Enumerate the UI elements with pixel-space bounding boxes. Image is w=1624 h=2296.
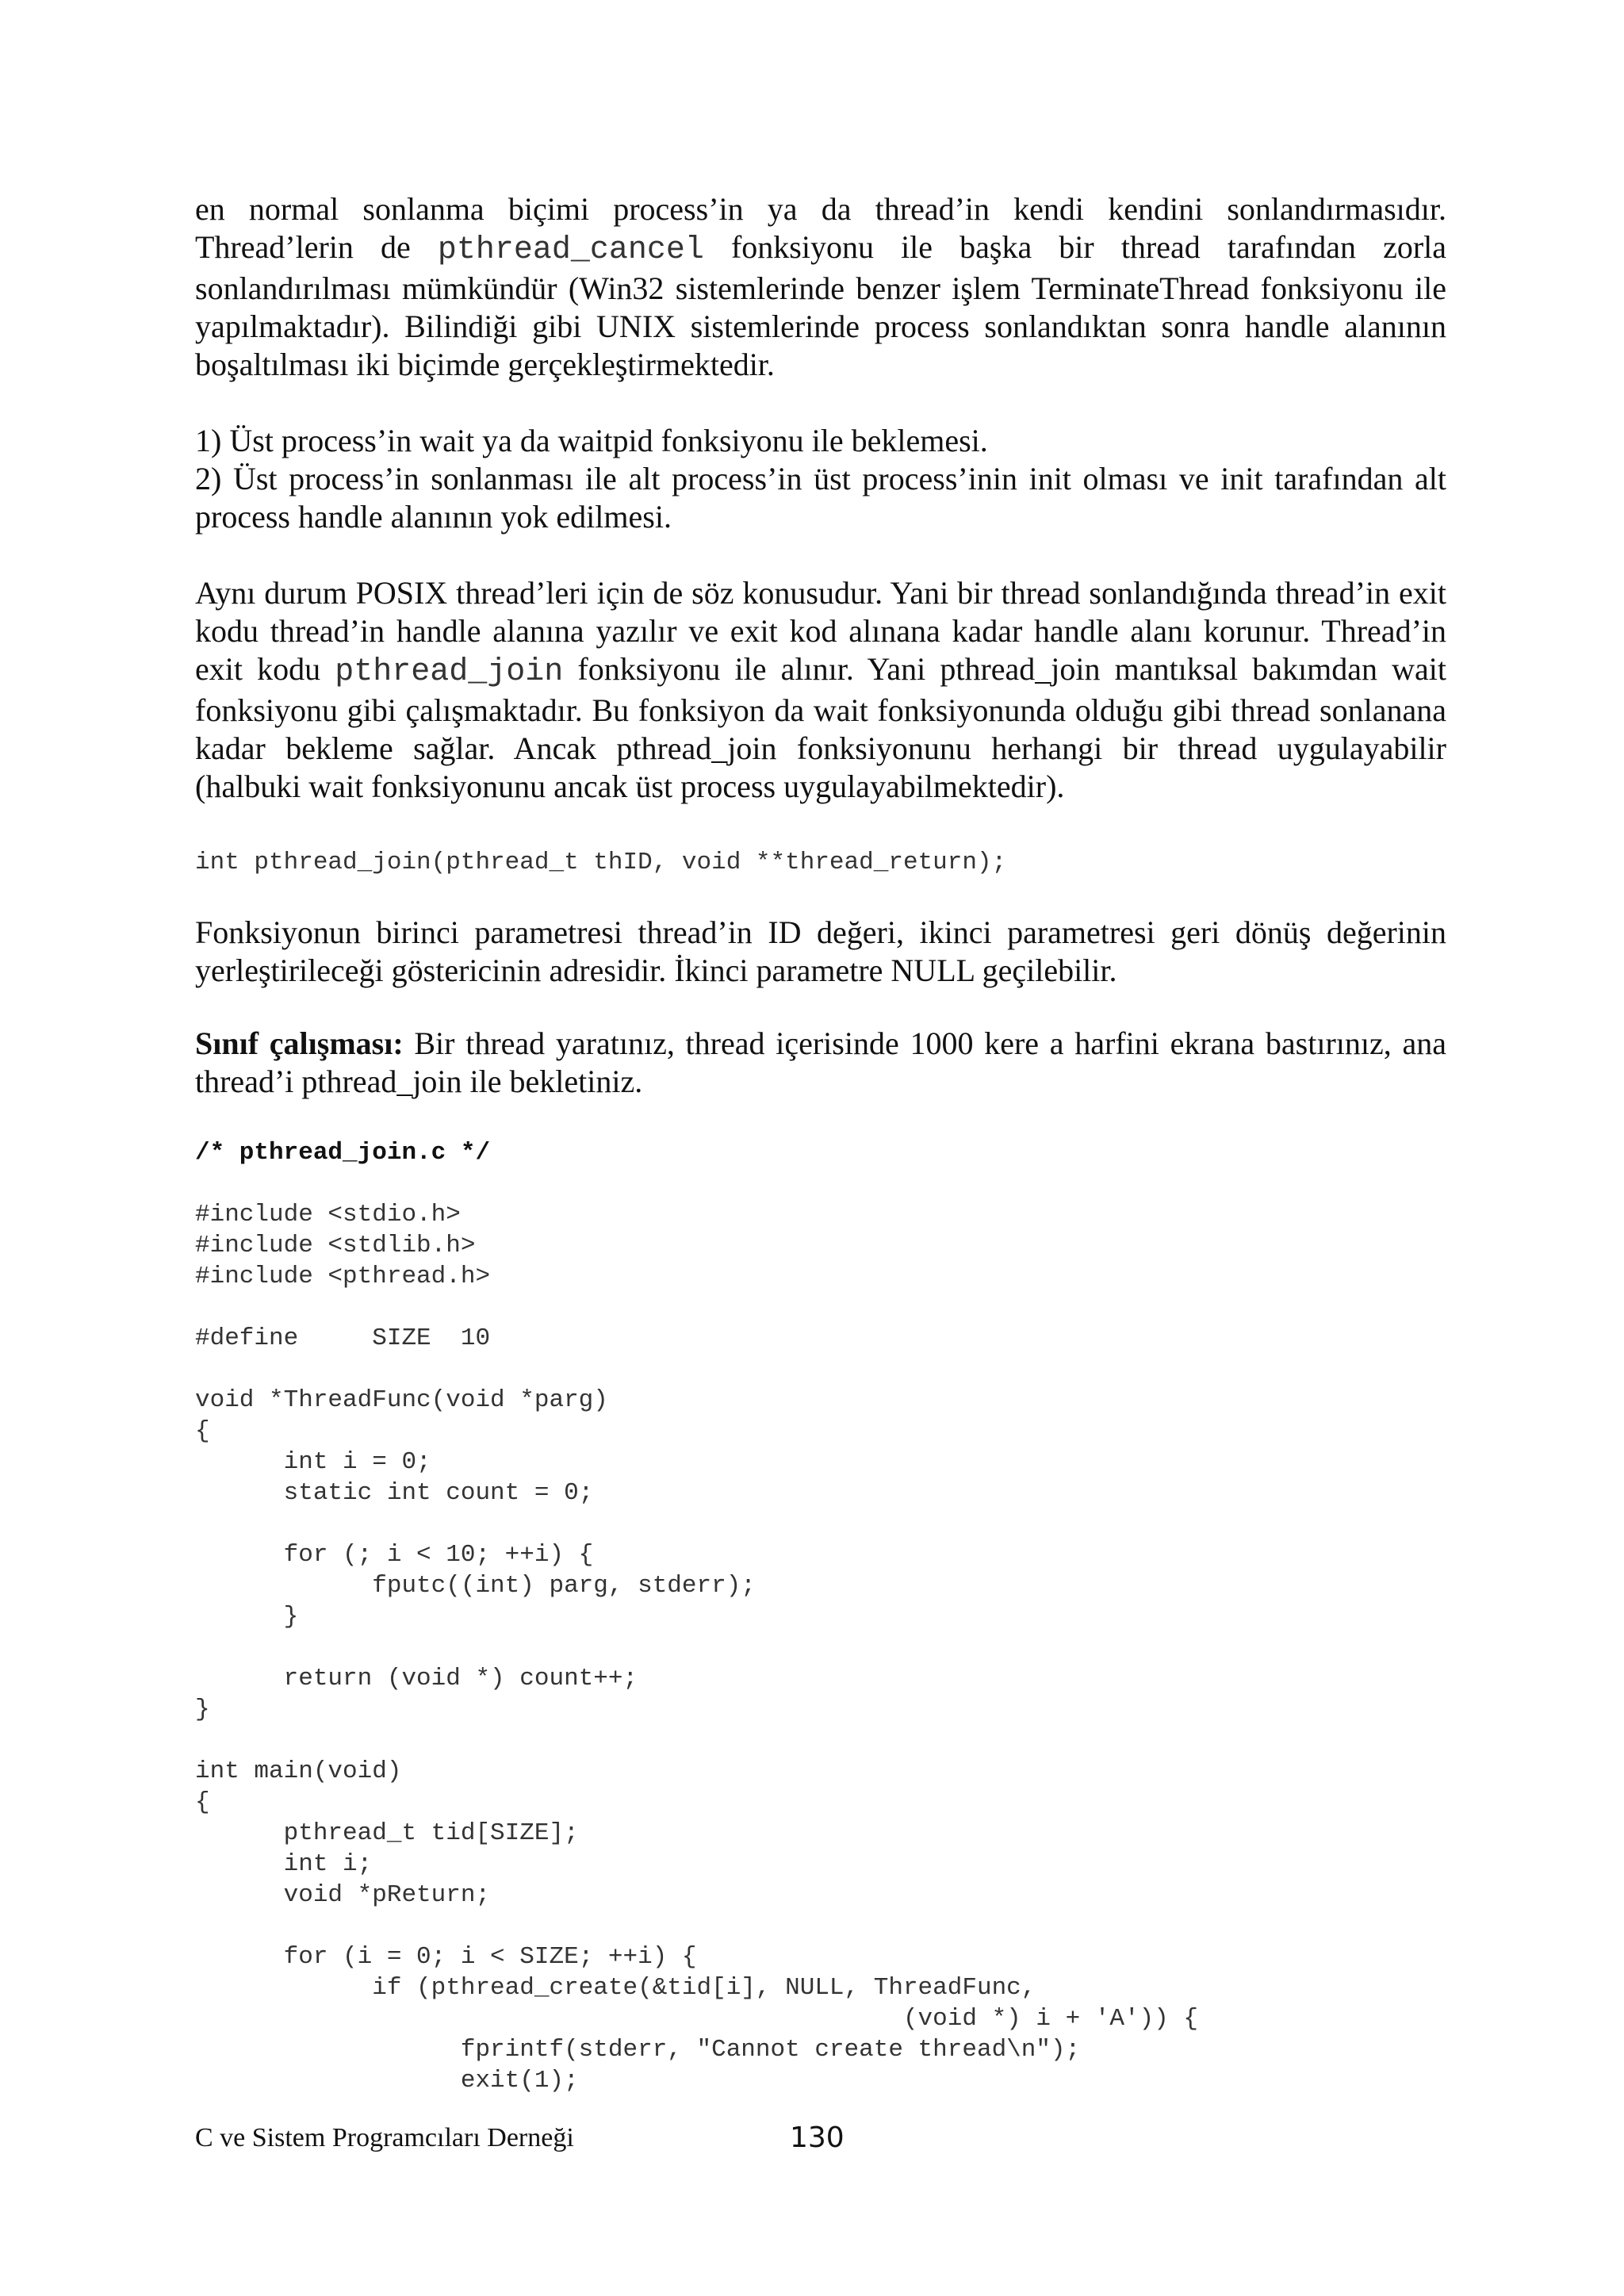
paragraph-parameters: Fonksiyonun birinci parametresi thread’in ID değeri, ikinci parametresi geri dönüş değerinin yerleştirileceği göstericinin adresidir. İkinci parametre NULL geçilebilir. xyxy=(195,914,1446,988)
paragraph-posix-threads xyxy=(195,574,1446,806)
paragraph-thread-termination xyxy=(195,190,1446,384)
paragraph-text: fonksiyonu ile başka bir thread tarafından zorla sonlandırılması mümkündür (Win32 sistemlerinde benzer işlem TerminateThread fonksiyonu ile yapılmaktadır). Bilindiği gibi UNIX sistemlerinde process sonlandıktan sonra handle alanının boşaltılması iki biçimde gerçekleştirmektedir. xyxy=(195,229,1447,382)
code-listing: #include <stdio.h> #include <stdlib.h> #include <pthread.h> #define SIZE 10 void *ThreadFunc(void *parg) { int i = 0; static int count = 0; for (; i < 10; ++i) { fputc((int) parg, stderr); } return (void *) count++; } int main(void) { pthread_t tid[SIZE]; int i; void *pReturn; for (i = 0; i < SIZE; ++i) { if (pthread_create(&tid[i], NULL, ThreadFunc, (void *) i + 'A')) { fprintf(stderr, "Cannot create thread\n"); exit(1); xyxy=(195,1201,1199,2095)
paragraph-exercise xyxy=(195,1025,1446,1101)
page-content xyxy=(195,190,1446,2096)
footer-organization: C ve Sistem Programcıları Derneği xyxy=(195,2123,574,2152)
paragraph-text: en normal sonlanma biçimi process’in ya da thread’in kendi kendini sonlandırmasıdır. Thread’lerin de xyxy=(195,191,1446,265)
exercise-text: Bir thread yaratınız, thread içerisinde 1000 kere a harfini ekrana bastırınız, ana thread’i pthread_join ile bekletiniz. xyxy=(195,1025,1446,1099)
code-file-title: /* pthread_join.c */ xyxy=(195,1139,491,1167)
inline-code-pthread-join: pthread_join xyxy=(335,654,564,690)
inline-code-pthread-cancel: pthread_cancel xyxy=(437,232,704,268)
list-item-2: 2) Üst process’in sonlanması ile alt process’in üst process’inin init olması ve init tarafından alt process handle alanının yok edilmesi. xyxy=(195,461,1446,535)
numbered-list xyxy=(195,422,1446,536)
paragraph-text: Aynı durum POSIX thread’leri için de söz konusudur. Yani bir thread sonlandığında thread’in exit kodu thread’in handle alanına yazılır ve exit kod alınana kadar handle alanı korunur. Thread’in exit kodu xyxy=(195,575,1446,687)
footer-page-number: 130 xyxy=(790,2122,845,2154)
paragraph-text: fonksiyonu ile alınır. Yani pthread_join mantıksal bakımdan wait fonksiyonu gibi çalışmaktadır. Bu fonksiyon da wait fonksiyonunda olduğu gibi thread sonlanana kadar bekleme sağlar. Ancak pthread_join fonksiyonunu herhangi bir thread uygulayabilir (halbuki wait fonksiyonunu ancak üst process uygulayabilmektedir). xyxy=(195,651,1447,804)
function-signature: int pthread_join(pthread_t thID, void **thread_return); xyxy=(195,849,1007,876)
exercise-label: Sınıf çalışması: xyxy=(195,1025,404,1061)
list-item-1: 1) Üst process’in wait ya da waitpid fonksiyonu ile beklemesi. xyxy=(195,423,988,458)
